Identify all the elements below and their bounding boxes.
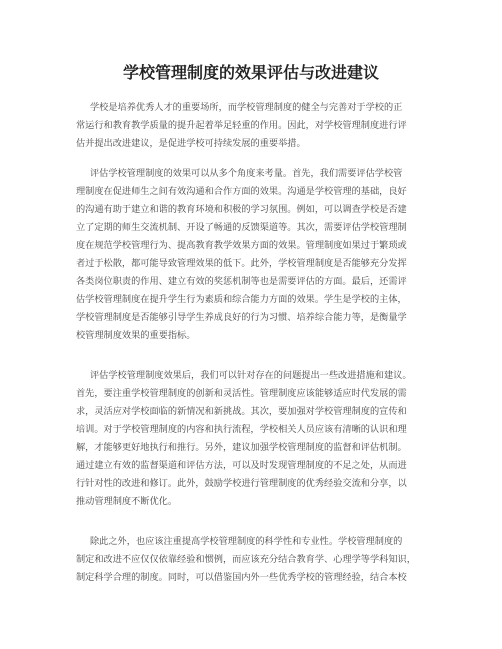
text-line: 制定科学合理的制度。同时，可以借鉴国内外一些优秀学校的管理经验，结合本校 (76, 572, 407, 583)
paragraph-4 (76, 533, 428, 587)
text-line: 估学校管理制度在提升学生行为素质和综合能力方面的效果。学生是学校的主体， (76, 294, 407, 305)
text-line: 行针对性的改进和修订。此外，鼓励学校进行管理制度的优秀经验交流和分享，以 (76, 478, 407, 489)
text-line: 通过建立有效的监督渠道和评估方法，可以及时发现管理制度的不足之处，从而进 (76, 460, 407, 471)
document-title: 学校管理制度的效果评估与改进建议 (122, 63, 379, 82)
text-line: 评估学校管理制度的效果可以从多个角度来考量。首先，我们需要评估学校管 (90, 168, 403, 179)
paragraph-1 (76, 99, 428, 153)
text-line: 制定和改进不应仅仅依靠经验和惯例，而应该充分结合教育学、心理学等学科知识， (76, 554, 416, 565)
text-line: 立了定期的师生交流机制、开设了畅通的反馈渠道等。其次，需要评估学校管理制 (76, 222, 407, 233)
text-line: 理制度在促进师生之间有效沟通和合作方面的效果。沟通是学校管理的基础，良好 (76, 186, 407, 197)
text-line: 求，灵活应对学校面临的新情况和新挑战。其次，要加强对学校管理制度的宣传和 (76, 406, 407, 417)
text-line: 学校管理制度是否能够引导学生养成良好的行为习惯、培养综合能力等，是衡量学 (76, 312, 407, 323)
text-line: 者过于松散，都可能导致管理效果的低下。此外，学校管理制度是否能够充分发挥 (76, 258, 407, 269)
text-line: 各类岗位职责的作用、建立有效的奖惩机制等也是需要评估的方面。最后，还需评 (76, 276, 407, 287)
paragraph-3 (76, 367, 428, 511)
text-line: 学校是培养优秀人才的重要场所，而学校管理制度的健全与完善对于学校的正 (90, 102, 403, 113)
text-line: 度在规范学校管理行为、提高教育教学效果方面的效果。管理制度如果过于繁琐或 (76, 240, 407, 251)
paragraph-2 (76, 165, 428, 345)
text-line: 的沟通有助于建立和谐的教育环境和积极的学习氛围。例如，可以调查学校是否建 (76, 204, 407, 215)
text-line: 培训。对于学校管理制度的内容和执行流程，学校相关人员应该有清晰的认识和理 (76, 424, 407, 435)
text-line: 常运行和教育教学质量的提升起着举足轻重的作用。因此，对学校管理制度进行评 (76, 120, 407, 131)
text-line: 解，才能够更好地执行和推行。另外，建议加强学校管理制度的监督和评估机制。 (76, 442, 407, 453)
text-line: 校管理制度效果的重要指标。 (76, 330, 196, 341)
text-line: 估并提出改进建议，是促进学校可持续发展的重要举措。 (76, 138, 306, 149)
text-line: 评估学校管理制度效果后，我们可以针对存在的问题提出一些改进措施和建议。 (90, 370, 412, 381)
text-line: 首先，要注重学校管理制度的创新和灵活性。管理制度应该能够适应时代发展的需 (76, 388, 407, 399)
text-line: 除此之外，也应该注重提高学校管理制度的科学性和专业性。学校管理制度的 (90, 536, 403, 547)
text-line: 推动管理制度不断优化。 (76, 496, 178, 507)
